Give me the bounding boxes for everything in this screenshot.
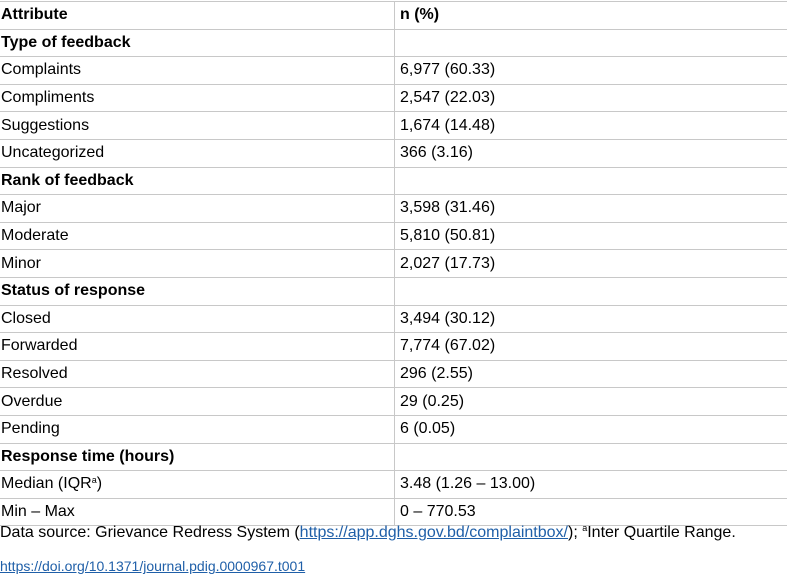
row-value: 29 (0.25) bbox=[395, 388, 787, 416]
section-row-type-of-feedback bbox=[0, 29, 787, 57]
doi-link[interactable]: https://doi.org/10.1371/journal.pdig.0000967.t001 bbox=[0, 558, 306, 574]
section-value-empty bbox=[395, 443, 787, 471]
table-row bbox=[0, 388, 787, 416]
row-value: 296 (2.55) bbox=[395, 360, 787, 388]
table-header bbox=[0, 2, 787, 30]
table-row bbox=[0, 57, 787, 85]
row-label: Forwarded bbox=[0, 333, 395, 361]
row-value: 5,810 (50.81) bbox=[395, 222, 787, 250]
row-label: Minor bbox=[0, 250, 395, 278]
table-row bbox=[0, 360, 787, 388]
row-label: Complaints bbox=[0, 57, 395, 85]
table-footnote bbox=[0, 524, 736, 542]
table-row bbox=[0, 84, 787, 112]
row-label: Resolved bbox=[0, 360, 395, 388]
section-title: Status of response bbox=[0, 277, 395, 305]
row-label: Compliments bbox=[0, 84, 395, 112]
header-n-percent: n (%) bbox=[395, 2, 787, 30]
table-header-row bbox=[0, 2, 787, 30]
section-title: Response time (hours) bbox=[0, 443, 395, 471]
row-value: 3,494 (30.12) bbox=[395, 305, 787, 333]
table-row bbox=[0, 305, 787, 333]
row-label: Moderate bbox=[0, 222, 395, 250]
header-attribute: Attribute bbox=[0, 2, 395, 30]
footnote-marker: a bbox=[582, 523, 588, 533]
row-label-close: ) bbox=[96, 475, 103, 493]
row-value: 0 – 770.53 bbox=[395, 498, 787, 526]
section-row-response-time bbox=[0, 443, 787, 471]
table-row bbox=[0, 250, 787, 278]
row-value: 1,674 (14.48) bbox=[395, 112, 787, 140]
table-row bbox=[0, 139, 787, 167]
row-label: Overdue bbox=[0, 388, 395, 416]
section-value-empty bbox=[395, 167, 787, 195]
row-label: Uncategorized bbox=[0, 139, 395, 167]
row-label: Min – Max bbox=[0, 498, 395, 526]
row-value: 2,547 (22.03) bbox=[395, 84, 787, 112]
iqr-footnote-marker: a bbox=[91, 475, 97, 486]
section-row-status-of-response bbox=[0, 277, 787, 305]
row-label bbox=[0, 471, 395, 499]
row-value: 2,027 (17.73) bbox=[395, 250, 787, 278]
table-row bbox=[0, 112, 787, 140]
section-row-rank-of-feedback bbox=[0, 167, 787, 195]
table-row bbox=[0, 471, 787, 499]
table-row bbox=[0, 498, 787, 526]
section-title: Type of feedback bbox=[0, 29, 395, 57]
row-value: 3,598 (31.46) bbox=[395, 195, 787, 223]
row-value: 7,774 (67.02) bbox=[395, 333, 787, 361]
row-value: 6,977 (60.33) bbox=[395, 57, 787, 85]
section-title: Rank of feedback bbox=[0, 167, 395, 195]
feedback-attributes-table bbox=[0, 1, 787, 526]
row-label: Pending bbox=[0, 415, 395, 443]
row-value: 3.48 (1.26 – 13.00) bbox=[395, 471, 787, 499]
table-body bbox=[0, 29, 787, 526]
footnote-suffix: Inter Quartile Range. bbox=[587, 524, 736, 541]
row-value: 366 (3.16) bbox=[395, 139, 787, 167]
table-row bbox=[0, 222, 787, 250]
section-value-empty bbox=[395, 277, 787, 305]
row-label-text: Median (IQR bbox=[1, 475, 92, 493]
row-label: Suggestions bbox=[0, 112, 395, 140]
row-value: 6 (0.05) bbox=[395, 415, 787, 443]
data-source-link[interactable]: https://app.dghs.gov.bd/complaintbox/ bbox=[299, 524, 568, 541]
footnote-prefix: Data source: Grievance Redress System ( bbox=[0, 524, 300, 541]
row-label: Major bbox=[0, 195, 395, 223]
section-value-empty bbox=[395, 29, 787, 57]
footnote-middle: ); bbox=[568, 524, 583, 541]
table-row bbox=[0, 333, 787, 361]
table-row bbox=[0, 195, 787, 223]
table-row bbox=[0, 415, 787, 443]
row-label: Closed bbox=[0, 305, 395, 333]
